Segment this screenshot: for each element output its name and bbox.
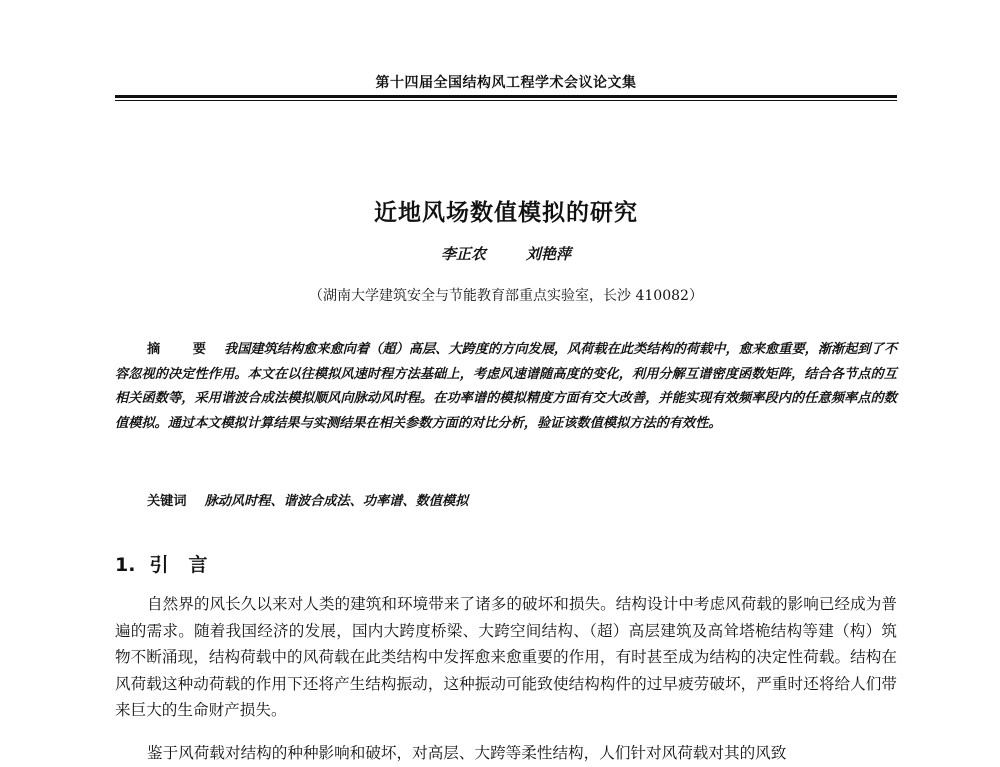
abstract <box>115 338 897 436</box>
paper-title: 近地风场数值模拟的研究 <box>374 200 638 226</box>
author-name: 刘艳萍 <box>526 245 572 263</box>
affiliation: （湖南大学建筑安全与节能教育部重点实验室，长沙 410082） <box>309 288 703 304</box>
section-number: 1. <box>115 554 136 576</box>
running-header: 第十四届全国结构风工程学术会议论文集 <box>375 75 637 91</box>
authors <box>115 243 897 264</box>
header-rule <box>115 95 897 98</box>
abstract-text: 我国建筑结构愈来愈向着（超）高层、大跨度的方向发展，风荷载在此类结构的荷载中，愈来愈重要，渐渐起到了不容忽视的决定性作用。本文在以往模拟风速时程方法基础上，考虑风速谱随高度的变化，利用分解互谱密度函数矩阵，结合各节点的互相关函数等，采用谐波合成法模拟顺风向脉动风时程。在功率谱的模拟精度方面有交大改善，并能实现有效频率段内的任意频率点的数值模拟。通过本文模拟计算结果与实测结果在相关参数方面的对比分析，验证该数值模拟方法的有效性。 <box>115 342 898 431</box>
body-paragraph: 鉴于风荷载对结构的种种影响和破坏，对高层、大跨等柔性结构，人们针对风荷载对其的风致 <box>147 744 787 762</box>
body-paragraph: 自然界的风长久以来对人类的建筑和环境带来了诸多的破坏和损失。结构设计中考虑风荷载的影响已经成为普遍的需求。随着我国经济的发展，国内大跨度桥梁、大跨空间结构、（超）高层建筑及高耸塔桅结构等建（构）筑物不断涌现，结构荷载中的风荷载在此类结构中发挥愈来愈重要的作用，有时甚至成为结构的决定性荷载。结构在风荷载这种动荷载的作用下还将产生结构振动，这种振动可能致使结构构件的过早疲劳破坏，严重时还将给人们带来巨大的生命财产损失。 <box>115 595 897 719</box>
keywords-label: 关键词 <box>147 494 187 509</box>
abstract-label: 摘 要 <box>147 342 220 357</box>
keywords <box>147 490 897 509</box>
author-name: 李正农 <box>440 245 486 263</box>
keywords-text: 脉动风时程、谐波合成法、功率谱、数值模拟 <box>204 494 469 509</box>
section-title: 引言 <box>149 554 228 576</box>
header-rule-thin <box>115 100 897 101</box>
section-heading <box>115 550 227 577</box>
